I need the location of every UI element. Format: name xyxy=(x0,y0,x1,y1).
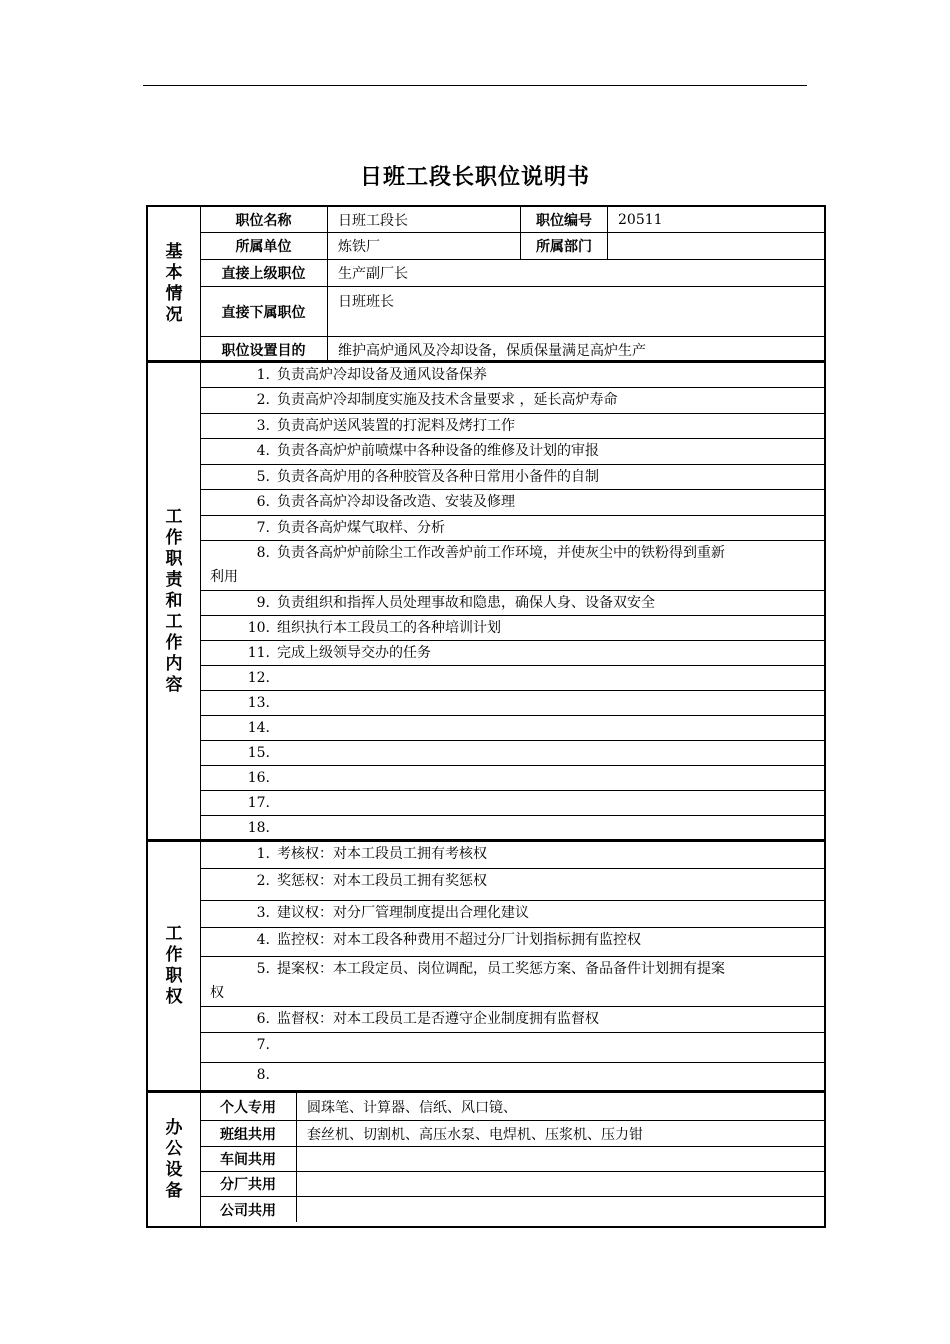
authority-item xyxy=(200,869,824,901)
equipment-side-label xyxy=(148,1093,201,1226)
item-text xyxy=(270,795,277,811)
duties-item xyxy=(200,691,824,716)
authority-item xyxy=(200,901,824,928)
item-text: 负责各高炉用的各种胶管及各种日常用小备件的自制 xyxy=(277,469,599,485)
authority-item xyxy=(200,1033,824,1063)
equipment-value xyxy=(297,1197,824,1222)
equipment-value xyxy=(297,1172,824,1196)
item-number: 11. xyxy=(247,645,270,661)
equipment-row xyxy=(200,1197,824,1222)
item-text: 监控权：对本工段各种费用不超过分厂计划指标拥有监控权 xyxy=(277,932,641,948)
item-number: 15. xyxy=(247,745,270,761)
authority-side-label xyxy=(148,842,201,1090)
duties-item xyxy=(200,465,824,490)
item-text-continued: 权 xyxy=(210,985,224,1001)
equipment-value: 圆珠笔、计算器、信纸、风口镜、 xyxy=(307,1099,517,1116)
equipment-label: 个人专用 xyxy=(200,1093,297,1120)
side-char: 作 xyxy=(165,945,183,965)
item-number: 5. xyxy=(256,469,270,485)
side-char: 作 xyxy=(165,632,183,653)
equipment-section xyxy=(146,1091,826,1228)
item-text xyxy=(270,770,277,786)
item-text: 负责高炉冷却制度实施及技术含量要求 ，延长高炉寿命 xyxy=(277,392,618,408)
item-number: 3. xyxy=(256,905,270,921)
item-text xyxy=(270,1067,277,1083)
item-number: 1. xyxy=(256,846,270,862)
superior-value: 生产副厂长 xyxy=(338,266,408,282)
authority-item xyxy=(200,1063,824,1090)
item-number: 8. xyxy=(256,1067,270,1083)
duties-item xyxy=(200,439,824,465)
item-number: 3. xyxy=(256,418,270,434)
basic-info-section xyxy=(146,205,826,362)
header-rule xyxy=(143,85,807,86)
item-number: 2. xyxy=(256,873,270,889)
side-char: 职 xyxy=(165,966,183,986)
item-number: 10. xyxy=(247,620,270,636)
side-char: 职 xyxy=(165,548,183,569)
item-number: 7. xyxy=(256,520,270,536)
row-unit xyxy=(200,233,824,260)
item-text: 负责各高炉炉前除尘工作改善炉前工作环境，并使灰尘中的铁粉得到重新 xyxy=(277,545,725,561)
duties-item xyxy=(200,616,824,641)
duties-item xyxy=(200,641,824,666)
side-char: 基 xyxy=(165,241,183,262)
duties-item xyxy=(200,363,824,388)
equipment-label: 车间共用 xyxy=(200,1147,297,1171)
authority-item xyxy=(200,842,824,869)
item-text xyxy=(270,695,277,711)
side-char: 情 xyxy=(165,283,183,304)
item-text: 负责组织和指挥人员处理事故和隐患，确保人身、设备双安全 xyxy=(277,595,655,611)
side-char: 工 xyxy=(165,924,183,944)
position-code-value: 20511 xyxy=(618,211,663,228)
item-number: 16. xyxy=(247,770,270,786)
side-char: 工 xyxy=(165,611,183,632)
equipment-label: 公司共用 xyxy=(200,1197,297,1222)
unit-label: 所属单位 xyxy=(200,233,328,259)
item-text-continued: 利用 xyxy=(210,569,238,585)
equipment-row xyxy=(200,1172,824,1197)
superior-label: 直接上级职位 xyxy=(200,260,328,286)
row-superior xyxy=(200,260,824,287)
item-number: 18. xyxy=(247,820,270,836)
basic-info-side-label xyxy=(148,207,201,360)
dept-value xyxy=(608,233,824,259)
side-char: 容 xyxy=(165,674,183,695)
authority-section xyxy=(146,840,826,1092)
page-title: 日班工段长职位说明书 xyxy=(359,165,590,190)
item-number: 7. xyxy=(256,1037,270,1053)
side-char: 和 xyxy=(165,590,183,611)
item-text: 建议权：对分厂管理制度提出合理化建议 xyxy=(277,905,529,921)
side-char: 责 xyxy=(165,569,183,590)
item-text: 提案权：本工段定员、岗位调配，员工奖惩方案、备品备件计划拥有提案 xyxy=(277,961,725,977)
item-text: 负责高炉送风装置的打泥料及烤打工作 xyxy=(277,418,515,434)
side-char: 权 xyxy=(165,987,183,1007)
side-char: 工 xyxy=(165,506,183,527)
row-subordinate xyxy=(200,287,824,337)
duties-item xyxy=(200,490,824,516)
position-name-value: 日班工段长 xyxy=(338,212,408,229)
side-char: 公 xyxy=(165,1138,183,1159)
duties-item xyxy=(200,591,824,616)
position-name-label: 职位名称 xyxy=(200,207,328,232)
side-char: 备 xyxy=(165,1180,183,1201)
item-text: 负责各高炉煤气取样、分析 xyxy=(277,520,445,536)
duties-item xyxy=(200,741,824,766)
authority-item xyxy=(200,1007,824,1033)
side-char: 作 xyxy=(165,527,183,548)
equipment-label: 班组共用 xyxy=(200,1121,297,1146)
item-number: 8. xyxy=(256,545,270,561)
subordinate-label: 直接下属职位 xyxy=(200,287,328,336)
item-number: 6. xyxy=(256,494,270,510)
duties-item xyxy=(200,816,824,838)
item-text xyxy=(270,720,277,736)
duties-item xyxy=(200,388,824,414)
item-number: 12. xyxy=(247,670,270,686)
item-number: 14. xyxy=(247,720,270,736)
item-number: 2. xyxy=(256,392,270,408)
duties-item xyxy=(200,766,824,791)
authority-item xyxy=(200,957,824,1007)
unit-value: 炼铁厂 xyxy=(338,239,380,255)
authority-item xyxy=(200,928,824,957)
item-number: 4. xyxy=(256,443,270,459)
side-char: 内 xyxy=(165,653,183,674)
item-text: 负责各高炉冷却设备改造、安装及修理 xyxy=(277,494,515,510)
duties-item xyxy=(200,516,824,541)
item-number: 13. xyxy=(247,695,270,711)
duties-item xyxy=(200,666,824,691)
item-text xyxy=(270,1037,277,1053)
item-text: 监督权：对本工段员工是否遵守企业制度拥有监督权 xyxy=(277,1011,599,1027)
item-text xyxy=(270,745,277,761)
side-char: 设 xyxy=(165,1159,183,1180)
dept-label: 所属部门 xyxy=(520,233,608,259)
position-code-label: 职位编号 xyxy=(520,207,608,232)
item-text: 组织执行本工段员工的各种培训计划 xyxy=(277,620,501,636)
equipment-label: 分厂共用 xyxy=(200,1172,297,1196)
equipment-value xyxy=(297,1147,824,1171)
duties-item xyxy=(200,541,824,591)
item-text xyxy=(270,670,277,686)
duties-item xyxy=(200,716,824,741)
equipment-value: 套丝机、切割机、高压水泵、电焊机、压浆机、压力钳 xyxy=(307,1126,643,1143)
item-number: 4. xyxy=(256,932,270,948)
subordinate-value: 日班班长 xyxy=(338,294,394,310)
item-text: 负责各高炉炉前喷煤中各种设备的维修及计划的审报 xyxy=(277,443,599,459)
equipment-row xyxy=(200,1147,824,1172)
item-number: 5. xyxy=(256,961,270,977)
side-char: 本 xyxy=(165,262,183,283)
item-text: 负责高炉冷却设备及通风设备保养 xyxy=(277,367,487,383)
equipment-row xyxy=(200,1121,824,1147)
duties-item xyxy=(200,414,824,439)
item-number: 9. xyxy=(256,595,270,611)
row-position-name xyxy=(200,207,824,233)
purpose-label: 职位设置目的 xyxy=(200,337,328,362)
purpose-value: 维护高炉通风及冷却设备，保质保量满足高炉生产 xyxy=(338,342,646,359)
duties-side-label xyxy=(148,363,201,839)
item-text xyxy=(270,820,277,836)
side-char: 况 xyxy=(165,304,183,325)
item-number: 17. xyxy=(247,795,270,811)
duties-item xyxy=(200,791,824,816)
item-text: 完成上级领导交办的任务 xyxy=(277,645,431,661)
side-char: 办 xyxy=(165,1117,183,1138)
item-number: 6. xyxy=(256,1011,270,1027)
duties-section xyxy=(146,361,826,841)
row-purpose xyxy=(200,337,824,362)
item-text: 考核权：对本工段员工拥有考核权 xyxy=(277,846,487,862)
item-number: 1. xyxy=(256,367,270,383)
item-text: 奖惩权：对本工段员工拥有奖惩权 xyxy=(277,873,487,889)
equipment-row xyxy=(200,1093,824,1121)
